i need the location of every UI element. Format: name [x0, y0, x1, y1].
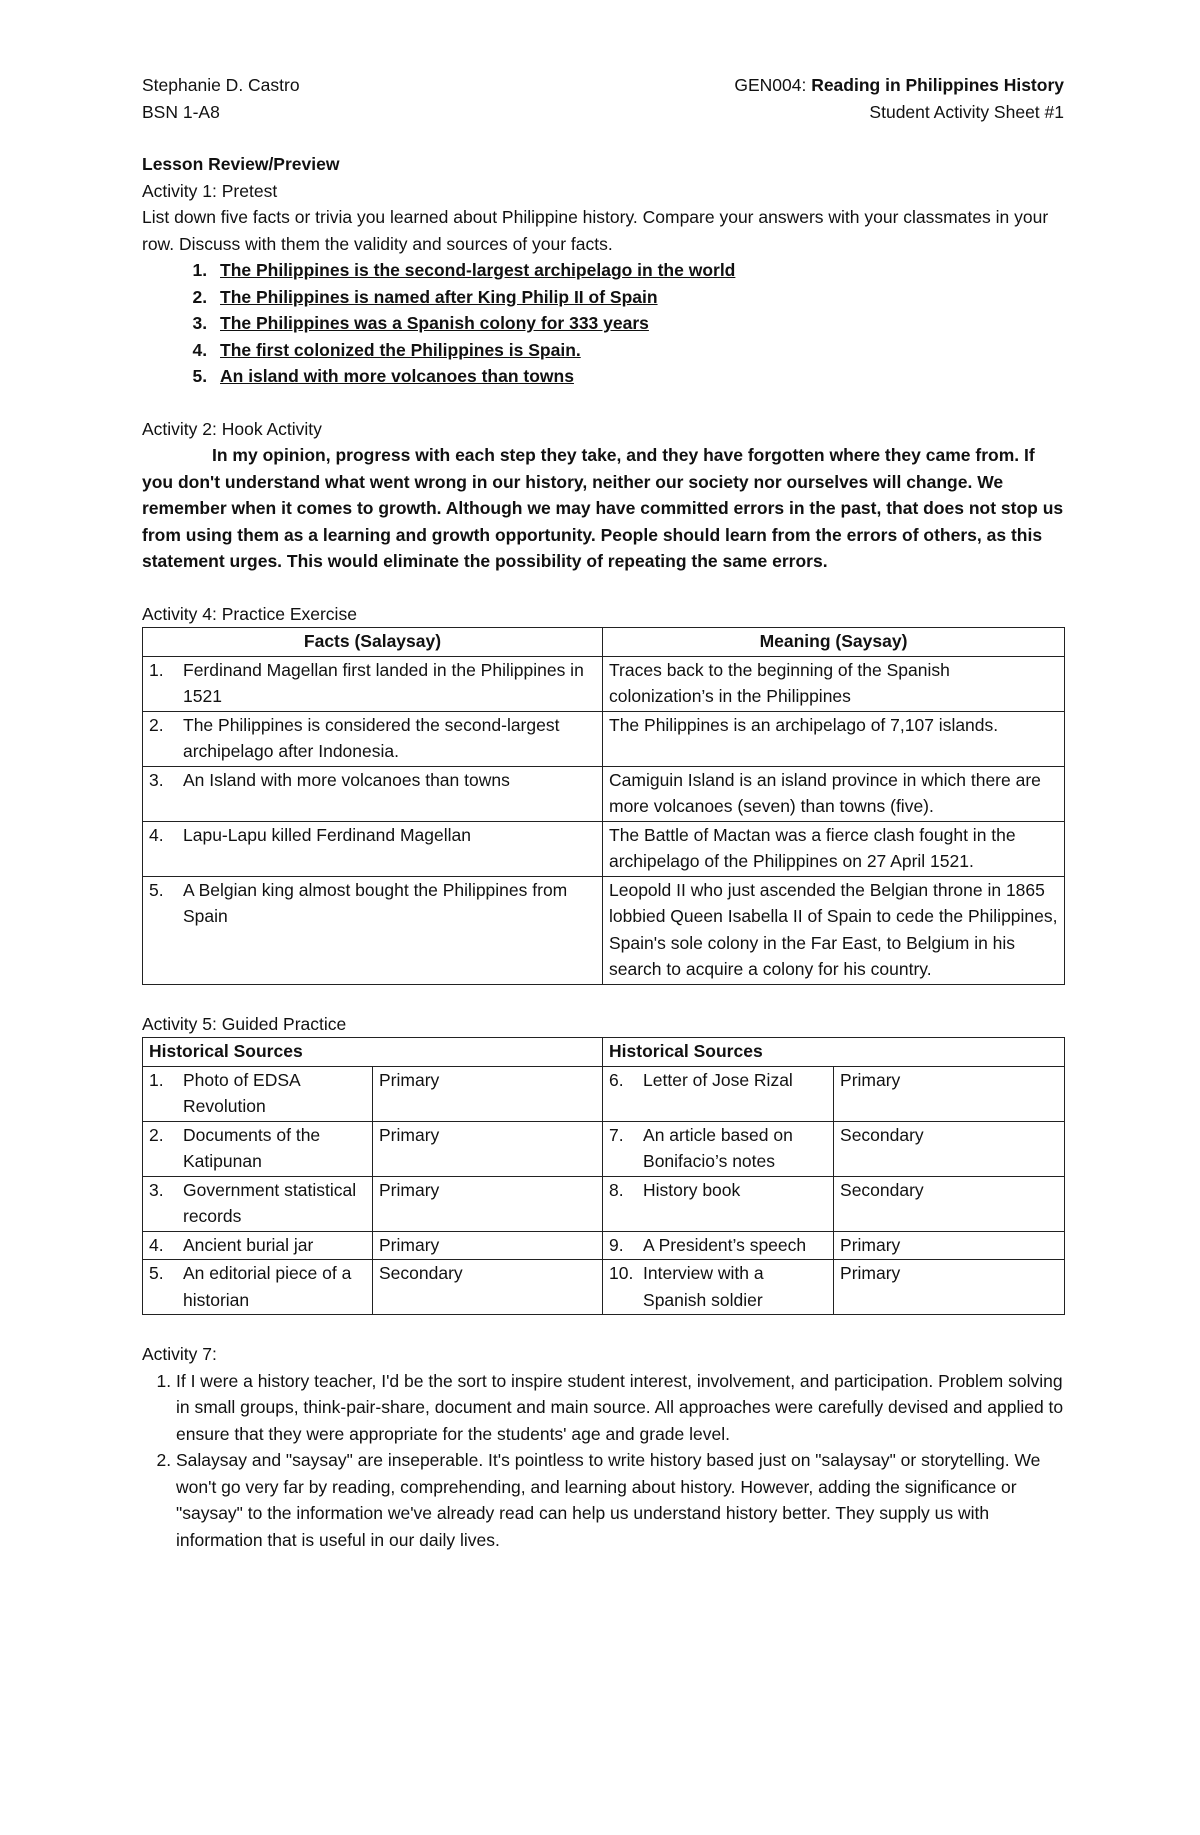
fact-text: Lapu-Lapu killed Ferdinand Magellan	[183, 824, 471, 845]
row-number: 1.	[149, 1069, 164, 1090]
sources-right-header: Historical Sources	[603, 1038, 1065, 1067]
row-number: 5.	[149, 1263, 164, 1283]
source-text: A President’s speech	[643, 1234, 807, 1255]
row-number: 1.	[149, 659, 164, 680]
source-text: Interview with a Spanish soldier	[643, 1263, 764, 1310]
spacer	[142, 390, 1064, 416]
student-section: BSN 1-A8	[142, 101, 220, 122]
fact-text: A Belgian king almost bought the Philippines from Spain	[183, 879, 568, 926]
list-item: 3. The Philippines was a Spanish colony for 333 years	[212, 310, 1064, 337]
activity1-title: Activity 1: Pretest	[142, 180, 278, 201]
sheet-label: Student Activity Sheet #1	[869, 101, 1064, 122]
source-type-cell: Primary	[834, 1231, 1065, 1260]
activity7-title: Activity 7:	[142, 1344, 217, 1364]
source-type-cell: Secondary	[834, 1121, 1065, 1176]
course-line	[734, 72, 1064, 99]
row-number: 2.	[149, 714, 164, 735]
table-row	[143, 1121, 1065, 1176]
source-text: Documents of the Katipunan	[183, 1124, 321, 1171]
source-text: Government statistical records	[183, 1179, 357, 1226]
meaning-cell: Traces back to the beginning of the Spanish colonization’s in the Philippines	[603, 656, 1065, 711]
spacer	[142, 1315, 1064, 1341]
list-item: 4. The first colonized the Philippines is Spain.	[212, 337, 1064, 364]
source-text: Photo of EDSA Revolution	[183, 1069, 300, 1116]
row-number: 7.	[609, 1124, 624, 1145]
meaning-column-header: Meaning (Saysay)	[603, 628, 1065, 657]
source-cell	[143, 1176, 373, 1231]
row-number: 8.	[609, 1179, 624, 1200]
facts-list	[142, 257, 1064, 390]
facts-column-header: Facts (Salaysay)	[143, 628, 603, 657]
practice-table	[142, 627, 1065, 985]
meaning-cell: Leopold II who just ascended the Belgian throne in 1865 lobbied Queen Isabella II of Spain to cede the Philippines, Spain's sole colony in the Far East, to Belgium in his search to acquire a colony for his country.	[603, 876, 1065, 984]
fact-cell	[143, 821, 603, 876]
source-type-cell: Primary	[373, 1231, 603, 1260]
row-number: 5.	[149, 879, 164, 900]
source-text: An article based on Bonifacio’s notes	[643, 1124, 793, 1171]
activity2-text: In my opinion, progress with each step they take, and they have forgotten where they came from. If you don't understand what went wrong in our history, neither our society nor ourselves will change. We remember when it comes to growth. Although we may have committed errors in the past, that does not stop us from using them as a learning and growth opportunity. People should learn from the errors of others, as this statement urges. This would eliminate the possibility of repeating the same errors.	[142, 445, 1064, 571]
row-number: 3.	[149, 1179, 164, 1200]
list-item: 2. Salaysay and "saysay" are inseperable. It's pointless to write history based just on "salaysay" or storytelling. We won't go very far by reading, comprehending, and learning about history. However, adding the significance or "saysay" to the information we've already read can help us understand history better. They supply us with information that is useful in our daily lives.	[176, 1447, 1064, 1553]
sources-left-header: Historical Sources	[143, 1038, 603, 1067]
student-name: Stephanie D. Castro	[142, 75, 300, 95]
fact-text: Ferdinand Magellan first landed in the Philippines in 1521	[183, 659, 584, 706]
source-type-cell: Secondary	[834, 1176, 1065, 1231]
source-type-cell: Primary	[834, 1066, 1065, 1121]
source-cell	[603, 1066, 834, 1121]
source-type-cell: Primary	[834, 1260, 1065, 1315]
row-number: 4.	[149, 824, 164, 845]
fact-text: The Philippines is considered the second-largest archipelago after Indonesia.	[183, 714, 560, 761]
course-info	[734, 72, 1064, 125]
source-text: An editorial piece of a historian	[183, 1263, 352, 1310]
source-text: Letter of Jose Rizal	[643, 1069, 793, 1090]
source-cell	[143, 1121, 373, 1176]
list-item: 2. The Philippines is named after King Philip II of Spain	[212, 284, 1064, 311]
fact-cell	[143, 876, 603, 984]
source-cell	[603, 1176, 834, 1231]
activity1-instructions: List down five facts or trivia you learned about Philippine history. Compare your answers with your classmates in your row. Discuss with them the validity and sources of your facts.	[142, 207, 1049, 254]
row-number: 3.	[149, 769, 164, 790]
source-cell	[603, 1121, 834, 1176]
spacer	[142, 985, 1064, 1011]
table-row	[143, 711, 1065, 766]
list-item: 1. The Philippines is the second-largest archipelago in the world	[212, 257, 1064, 284]
fact-cell	[143, 766, 603, 821]
meaning-cell: The Philippines is an archipelago of 7,107 islands.	[603, 711, 1065, 766]
source-cell	[603, 1231, 834, 1260]
row-number: 4.	[149, 1234, 164, 1255]
table-header-row	[143, 628, 1065, 657]
list-item: 5. An island with more volcanoes than towns	[212, 363, 1064, 390]
table-row	[143, 1231, 1065, 1260]
document-header	[142, 72, 1064, 125]
fact-text: An Island with more volcanoes than towns	[183, 769, 510, 790]
list-item: 1. If I were a history teacher, I'd be the sort to inspire student interest, involvement, and participation. Problem solving in small groups, think-pair-share, document and main source. All approaches were carefully devised and applied to ensure that they were appropriate for the students' age and grade level.	[176, 1368, 1064, 1448]
row-number: 9.	[609, 1234, 624, 1255]
table-row	[143, 1066, 1065, 1121]
activity4-title: Activity 4: Practice Exercise	[142, 603, 357, 624]
course-code: GEN004:	[734, 75, 807, 95]
meaning-cell: Camiguin Island is an island province in which there are more volcanoes (seven) than towns (five).	[603, 766, 1065, 821]
source-type-cell: Primary	[373, 1121, 603, 1176]
lesson-title: Lesson Review/Preview	[142, 154, 340, 174]
table-row	[143, 876, 1065, 984]
activity7-list	[142, 1368, 1064, 1554]
table-row	[143, 821, 1065, 876]
table-row	[143, 656, 1065, 711]
source-cell	[603, 1260, 834, 1315]
row-number: 2.	[149, 1124, 164, 1145]
table-row	[143, 766, 1065, 821]
source-text: Ancient burial jar	[183, 1234, 314, 1255]
source-type-cell: Primary	[373, 1066, 603, 1121]
activity5-title: Activity 5: Guided Practice	[142, 1013, 347, 1034]
spacer	[142, 125, 1064, 151]
row-number: 10.	[609, 1263, 634, 1283]
fact-cell	[143, 711, 603, 766]
source-text: History book	[643, 1179, 741, 1200]
source-cell	[143, 1260, 373, 1315]
spacer	[142, 575, 1064, 601]
source-cell	[143, 1066, 373, 1121]
activity2-title: Activity 2: Hook Activity	[142, 418, 322, 439]
document-page	[142, 72, 1064, 1553]
fact-cell	[143, 656, 603, 711]
sources-table	[142, 1037, 1065, 1315]
source-cell	[143, 1231, 373, 1260]
source-type-cell: Secondary	[373, 1260, 603, 1315]
row-number: 6.	[609, 1069, 624, 1090]
table-header-row	[143, 1038, 1065, 1067]
course-title: Reading in Philippines History	[811, 75, 1064, 95]
student-info	[142, 72, 300, 125]
meaning-cell: The Battle of Mactan was a fierce clash fought in the archipelago of the Philippines on 27 April 1521.	[603, 821, 1065, 876]
table-row	[143, 1176, 1065, 1231]
source-type-cell: Primary	[373, 1176, 603, 1231]
table-row	[143, 1260, 1065, 1315]
